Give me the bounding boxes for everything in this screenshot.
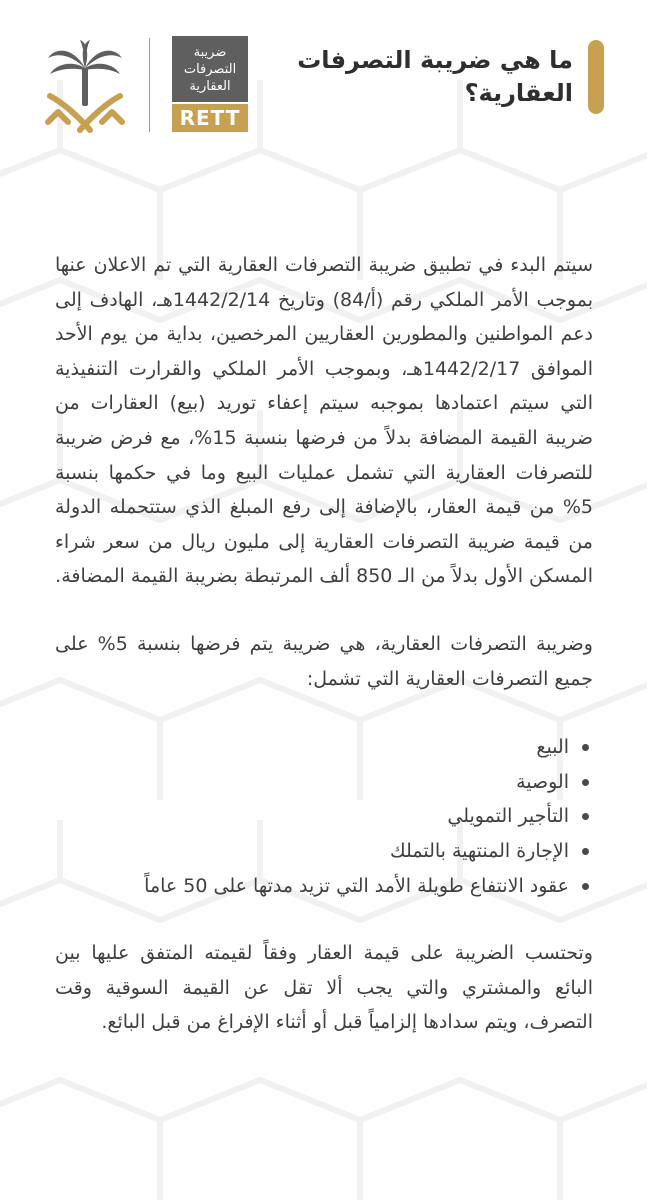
list-item: التأجير التمويلي: [55, 799, 593, 834]
list-item: عقود الانتفاع طويلة الأمد التي تزيد مدتها على 50 عاماً: [55, 869, 593, 904]
rett-logo-line-3: العقارية: [189, 78, 231, 94]
list-item: الإجارة المنتهية بالتملك: [55, 834, 593, 869]
rett-logo: [172, 36, 248, 132]
logo-divider: [149, 38, 150, 132]
paragraph-calculation: وتحتسب الضريبة على قيمة العقار وفقاً لقيمته المتفق عليها بين البائع والمشتري والتي يجب ألا تقل عن القيمة السوقية وقت التصرف، ويتم سدادها إلزامياً قبل أو أثناء الإفراغ من قبل البائع.: [55, 942, 593, 1034]
header: [0, 0, 647, 160]
rett-logo-line-2: التصرفات: [183, 61, 237, 77]
title-accent-bar: [588, 40, 604, 114]
list-item: الوصية: [55, 765, 593, 800]
rett-logo-arabic-box: [172, 36, 248, 102]
page-title: ما هي ضريبة التصرفات العقارية؟: [297, 46, 573, 107]
rett-logo-label: RETT: [172, 104, 248, 132]
article-body: [55, 248, 593, 1074]
transaction-types-list: [55, 730, 593, 903]
saudi-emblem-icon: [44, 38, 126, 134]
paragraph-intro: سيتم البدء في تطبيق ضريبة التصرفات العقارية التي تم الاعلان عنها بموجب الأمر الملكي رقم (أ/84) وتاريخ 1442/2/14هـ، الهادف إلى دعم المواطنين والمطورين العقاريين المرخصين، بداية من يوم الأحد الموافق 1442/2/17هـ، وبموجب الأمر الملكي والقرارت التنفيذية التي سيتم اعتمادها بموجبه سيتم إعفاء توريد (بيع) العقارات من ضريبة القيمة المضافة بدلاً من فرضها بنسبة 15%، مع فرض ضريبة للتصرفات العقارية التي تشمل عمليات البيع وما في حكمها بنسبة 5% من قيمة العقار، بالإضافة إلى رفع المبلغ الذي ستتحمله الدولة من قيمة ضريبة التصرفات العقارية إلى مليون ريال من سعر شراء المسكن الأول بدلاً من الـ 850 ألف المرتبطة بضريبة القيمة المضافة.: [55, 254, 593, 588]
list-item: البيع: [55, 730, 593, 765]
rett-logo-line-1: ضريبة: [193, 44, 227, 60]
paragraph-definition: وضريبة التصرفات العقارية، هي ضريبة يتم فرضها بنسبة 5% على جميع التصرفات العقارية التي تشمل:: [55, 632, 593, 690]
